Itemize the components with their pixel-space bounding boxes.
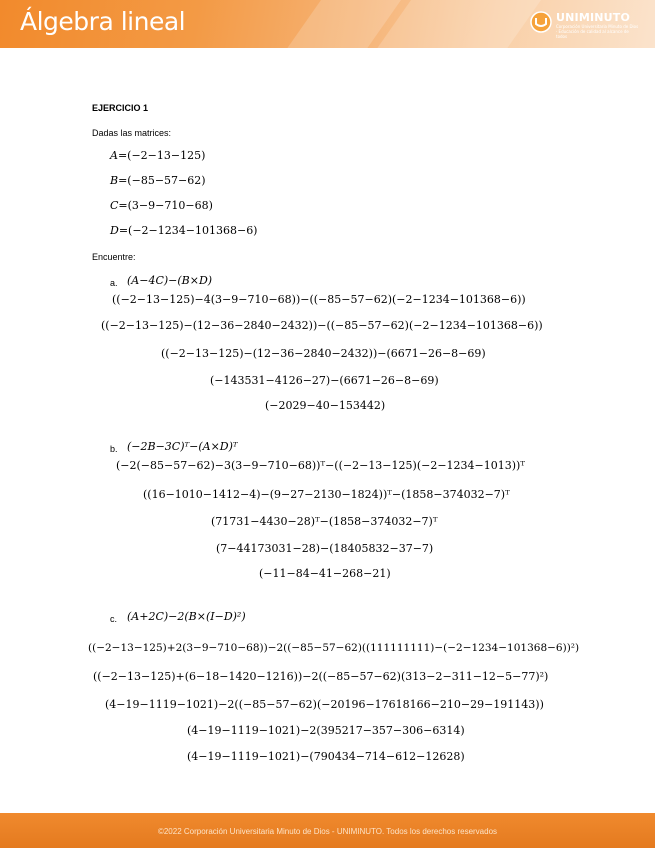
part-a-result: (−2029−40−153442): [265, 399, 386, 412]
part-b-step-4: (7−44173031−28)−(18405832−37−7): [216, 542, 434, 555]
part-c-marker: c.: [110, 614, 118, 624]
page-footer: [0, 813, 655, 848]
uniminuto-emblem-icon: [530, 11, 552, 33]
logo-name: UNIMINUTO: [556, 11, 631, 24]
part-a-statement: (A−4C)−(B×D): [127, 274, 213, 287]
find-label: Encuentre:: [92, 252, 136, 262]
matrix-b-name: B: [110, 174, 119, 187]
matrix-d-definition: [110, 224, 257, 237]
part-b-step-3: (71731−4430−28)ᵀ−(1858−374032−7)ᵀ: [211, 515, 438, 528]
matrix-a-name: A: [110, 149, 118, 162]
part-c-statement: (A+2C)−2(B×(I−D)²): [127, 610, 246, 623]
uniminuto-logo: [530, 10, 640, 38]
page-header: [0, 0, 655, 48]
matrix-d-values: =(−2−1234−101368−6): [118, 224, 258, 237]
matrix-c-definition: [110, 199, 213, 212]
matrix-c-values: =(3−9−710−68): [118, 199, 213, 212]
part-a-step-3: ((−2−13−125)−(12−36−2840−2432))−(6671−26−8−69): [161, 347, 486, 360]
part-b-marker: b.: [110, 444, 118, 454]
part-c-step-3: (4−19−1119−1021)−2((−85−57−62)(−20196−17618166−210−29−191143)): [105, 698, 544, 711]
matrix-b-values: =(−85−57−62): [118, 174, 206, 187]
part-b-result: (−11−84−41−268−21): [259, 567, 391, 580]
matrix-d-name: D: [110, 224, 119, 237]
part-c-step-2: ((−2−13−125)+(6−18−1420−1216))−2((−85−57−62)(313−2−311−12−5−77)²): [93, 670, 549, 683]
part-b-statement: (−2B−3C)ᵀ−(A×D)ᵀ: [127, 440, 238, 453]
part-a-marker: a.: [110, 278, 118, 288]
matrix-a-values: =(−2−13−125): [117, 149, 206, 162]
matrix-a-definition: [110, 149, 205, 162]
part-a-step-1: ((−2−13−125)−4(3−9−710−68))−((−85−57−62)(−2−1234−101368−6)): [112, 293, 526, 306]
page-title: Álgebra lineal: [20, 7, 186, 36]
part-c-step-4: (4−19−1119−1021)−2(395217−357−306−6314): [187, 724, 465, 737]
matrix-c-name: C: [110, 199, 119, 212]
part-b-step-1: (−2(−85−57−62)−3(3−9−710−68))ᵀ−((−2−13−125)(−2−1234−1013))ᵀ: [116, 459, 525, 472]
part-a-step-2: ((−2−13−125)−(12−36−2840−2432))−((−85−57−62)(−2−1234−101368−6)): [101, 319, 543, 332]
part-c-result: (4−19−1119−1021)−(790434−714−612−12628): [187, 750, 465, 763]
given-label: Dadas las matrices:: [92, 128, 172, 138]
part-c-step-1: ((−2−13−125)+2(3−9−710−68))−2((−85−57−62)((111111111)−(−2−1234−101368−6))²): [88, 642, 580, 654]
logo-subtitle: Corporación Universitaria Minuto de Dios · Educación de calidad al alcance de todos: [556, 24, 639, 39]
exercise-heading: EJERCICIO 1: [92, 103, 149, 113]
part-b-step-2: ((16−1010−1412−4)−(9−27−2130−1824))ᵀ−(1858−374032−7)ᵀ: [143, 488, 510, 501]
matrix-b-definition: [110, 174, 206, 187]
part-a-step-4: (−143531−4126−27)−(6671−26−8−69): [210, 374, 439, 387]
copyright-text: ©2022 Corporación Universitaria Minuto de Dios - UNIMINUTO. Todos los derechos reservados: [157, 827, 498, 836]
